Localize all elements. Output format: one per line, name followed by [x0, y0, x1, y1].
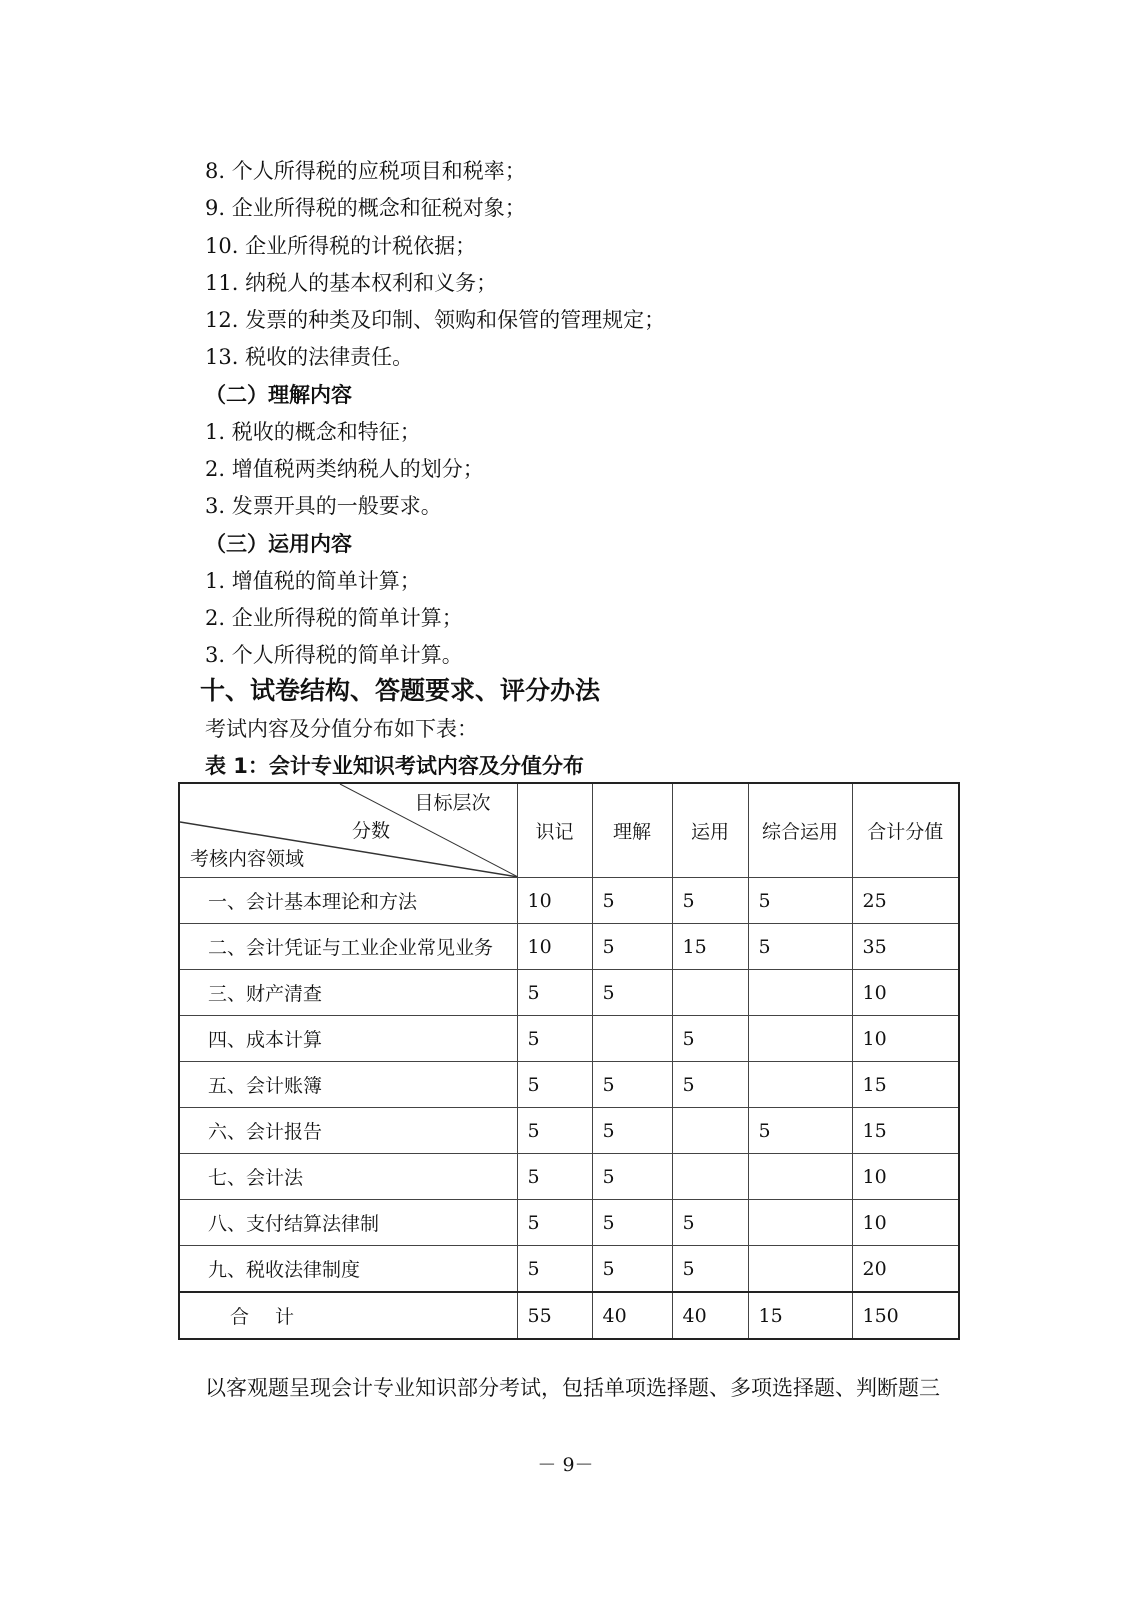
value-cell: 10	[517, 924, 592, 970]
total-cell: 40	[592, 1292, 672, 1339]
list-item: 9. 企业所得税的概念和征税对象；	[205, 196, 526, 220]
list-item: 3. 个人所得税的简单计算。	[205, 643, 463, 667]
subhead-understand: （二）理解内容	[205, 383, 352, 407]
value-cell	[672, 1108, 748, 1154]
value-cell	[748, 1246, 852, 1293]
value-cell: 5	[517, 1246, 592, 1293]
total-cell: 40	[672, 1292, 748, 1339]
category-cell: 一、会计基本理论和方法	[179, 878, 517, 924]
value-cell: 10	[517, 878, 592, 924]
value-cell: 10	[852, 1016, 959, 1062]
value-cell: 5	[748, 878, 852, 924]
value-cell: 5	[592, 1154, 672, 1200]
list-item: 8. 个人所得税的应税项目和税率；	[205, 159, 526, 183]
value-cell	[748, 970, 852, 1016]
value-cell	[748, 1062, 852, 1108]
value-cell	[672, 1154, 748, 1200]
total-label: 合计	[179, 1292, 517, 1339]
category-cell: 六、会计报告	[179, 1108, 517, 1154]
category-cell: 四、成本计算	[179, 1016, 517, 1062]
list-item: 2. 企业所得税的简单计算；	[205, 606, 463, 630]
table-caption: 表 1：会计专业知识考试内容及分值分布	[205, 754, 584, 778]
category-cell: 七、会计法	[179, 1154, 517, 1200]
list-item: 2. 增值税两类纳税人的划分；	[205, 457, 484, 481]
header-cell: 理解	[592, 783, 672, 878]
list-item: 10. 企业所得税的计税依据；	[205, 234, 477, 258]
value-cell: 5	[672, 1016, 748, 1062]
subhead-apply: （三）运用内容	[205, 532, 352, 556]
value-cell: 15	[852, 1062, 959, 1108]
value-cell	[592, 1016, 672, 1062]
table-row	[179, 878, 959, 924]
value-cell: 5	[672, 1062, 748, 1108]
list-item: 1. 税收的概念和特征；	[205, 420, 421, 444]
value-cell: 5	[748, 1108, 852, 1154]
table-header-row	[179, 783, 959, 878]
header-cell: 识记	[517, 783, 592, 878]
list-item: 3. 发票开具的一般要求。	[205, 494, 442, 518]
value-cell: 5	[748, 924, 852, 970]
value-cell: 5	[672, 878, 748, 924]
value-cell: 10	[852, 970, 959, 1016]
list-item: 11. 纳税人的基本权利和义务；	[205, 271, 498, 295]
category-cell: 八、支付结算法律制	[179, 1200, 517, 1246]
table-row	[179, 1200, 959, 1246]
value-cell	[748, 1154, 852, 1200]
value-cell: 5	[517, 970, 592, 1016]
value-cell: 10	[852, 1154, 959, 1200]
header-cell: 综合运用	[748, 783, 852, 878]
value-cell: 5	[517, 1016, 592, 1062]
value-cell: 5	[592, 1200, 672, 1246]
section-title: 十、试卷结构、答题要求、评分办法	[200, 676, 601, 705]
value-cell: 5	[517, 1062, 592, 1108]
value-cell: 5	[592, 1062, 672, 1108]
table-row	[179, 1062, 959, 1108]
value-cell: 35	[852, 924, 959, 970]
table-row	[179, 970, 959, 1016]
total-cell: 150	[852, 1292, 959, 1339]
header-cell: 运用	[672, 783, 748, 878]
value-cell: 5	[592, 924, 672, 970]
diag-score-label: 分数	[352, 820, 391, 842]
value-cell: 25	[852, 878, 959, 924]
table-row	[179, 1108, 959, 1154]
table-row	[179, 924, 959, 970]
value-cell	[672, 970, 748, 1016]
category-cell: 五、会计账簿	[179, 1062, 517, 1108]
category-cell: 九、税收法律制度	[179, 1246, 517, 1293]
closing-paragraph: 以客观题呈现会计专业知识部分考试，包括单项选择题、多项选择题、判断题三	[205, 1376, 940, 1400]
value-cell	[748, 1016, 852, 1062]
list-item: 12. 发票的种类及印制、领购和保管的管理规定；	[205, 308, 666, 332]
intro-text: 考试内容及分值分布如下表：	[205, 717, 478, 741]
category-cell: 二、会计凭证与工业企业常见业务	[179, 924, 517, 970]
list-item: 1. 增值税的简单计算；	[205, 569, 421, 593]
value-cell: 5	[672, 1200, 748, 1246]
score-distribution-table	[178, 782, 960, 1340]
value-cell: 20	[852, 1246, 959, 1293]
value-cell: 5	[517, 1154, 592, 1200]
value-cell: 5	[517, 1200, 592, 1246]
value-cell: 5	[592, 1108, 672, 1154]
value-cell: 10	[852, 1200, 959, 1246]
table-row	[179, 1154, 959, 1200]
value-cell: 5	[517, 1108, 592, 1154]
table-row	[179, 1246, 959, 1293]
diagonal-header-cell	[179, 783, 517, 878]
value-cell: 5	[592, 1246, 672, 1293]
list-item: 13. 税收的法律责任。	[205, 345, 414, 369]
diag-target-label: 目标层次	[414, 792, 491, 814]
header-cell: 合计分值	[852, 783, 959, 878]
value-cell: 15	[672, 924, 748, 970]
total-cell: 55	[517, 1292, 592, 1339]
total-cell: 15	[748, 1292, 852, 1339]
value-cell: 5	[592, 970, 672, 1016]
value-cell	[748, 1200, 852, 1246]
page-number: － 9－	[537, 1454, 594, 1476]
category-cell: 三、财产清查	[179, 970, 517, 1016]
value-cell: 15	[852, 1108, 959, 1154]
total-row	[179, 1292, 959, 1339]
table-row	[179, 1016, 959, 1062]
value-cell: 5	[592, 878, 672, 924]
value-cell: 5	[672, 1246, 748, 1293]
diag-domain-label: 考核内容领域	[190, 848, 305, 870]
